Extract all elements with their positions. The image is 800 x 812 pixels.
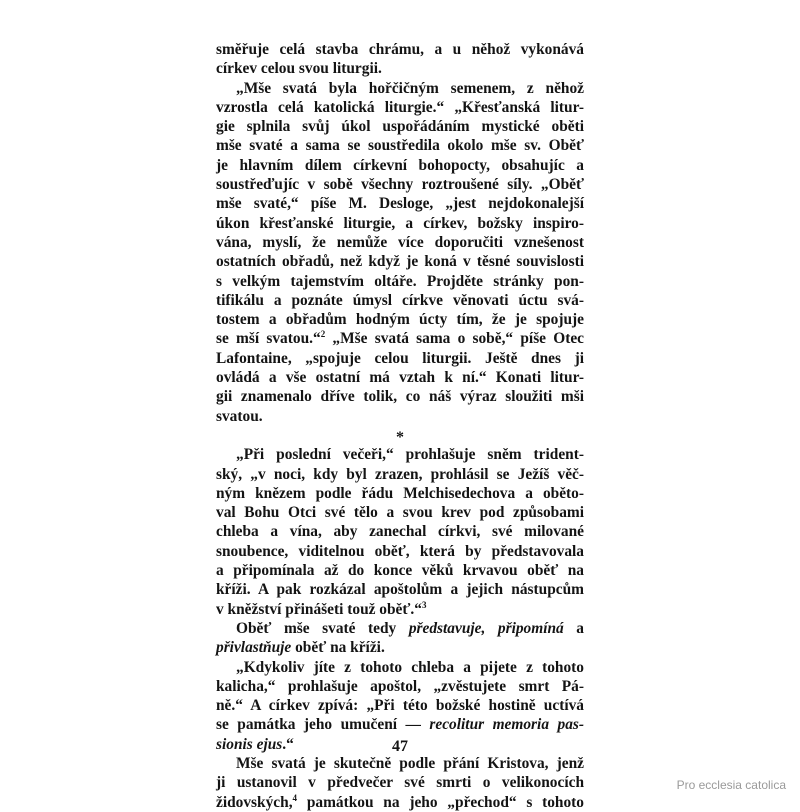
text-line: ostatních obřadů, než když je koná v těsné souvislosti xyxy=(216,253,584,271)
text-fragment: oběť na kříži. xyxy=(291,639,385,657)
text-line: snoubence, viditelnou oběť, která by představovala xyxy=(216,542,584,560)
text-fragment: se mší svatou.“ xyxy=(216,330,321,348)
footnote-ref: 4 xyxy=(292,792,298,803)
emphasis-text: přivlastňuje xyxy=(216,639,292,657)
text-line: ji ustanovil v předvečer své smrti o velikonocích xyxy=(216,774,584,792)
text-line xyxy=(216,329,584,348)
text-line: ně.“ A církev zpívá: „Při této božské hostině uctívá xyxy=(216,697,584,715)
text-line: úkon křesťanské liturgie, a církev, božsky inspiro- xyxy=(216,214,584,232)
text-line: kalicha,“ prohlašuje apoštol, „zvěstujete smrt Pá- xyxy=(216,677,584,695)
paragraph-trent-council xyxy=(216,445,584,619)
text-line: soustřeďujíc v sobě všechny roztroušené síly. „Oběť xyxy=(216,176,584,194)
text-line: gie splnila svůj úkol uspořádáním mystické oběti xyxy=(216,118,584,136)
text-line: Lafontaine, „spojuje celou liturgii. Ještě dnes ji xyxy=(216,349,584,367)
text-line xyxy=(216,715,584,734)
text-line: vzrostla celá katolická liturgie.“ „Křesťanská litur- xyxy=(216,98,584,116)
paragraph-mass-liturgy xyxy=(216,79,584,426)
paragraph-christ-wish xyxy=(216,754,584,812)
watermark-text: Pro ecclesia catolica xyxy=(676,778,786,792)
footnote-ref: 3 xyxy=(421,599,427,610)
section-separator: * xyxy=(396,428,404,446)
text-line: směřuje celá stavba chrámu, a u něhož vykonává xyxy=(216,41,584,58)
text-line: církev celou svou liturgii. xyxy=(216,60,382,78)
text-line: ský, „v noci, kdy byl zrazen, prohlásil se Ježíš věč- xyxy=(216,465,584,483)
text-line xyxy=(216,638,584,657)
text-line xyxy=(216,600,584,619)
text-line: je hlavním dílem církevní bohopocty, obsahujíc a xyxy=(216,156,584,174)
text-fragment: .“ xyxy=(282,735,294,753)
text-line: tostem a obřadům hodným úcty tím, že je spojuje xyxy=(216,311,584,329)
text-line: mše svaté,“ píše M. Desloge, „jest nejdokonalejší xyxy=(216,195,584,213)
text-fragment: se památka jeho umučení — xyxy=(216,716,430,734)
text-line: „Mše svatá byla hořčičným semenem, z něhož xyxy=(236,79,584,97)
text-line: ným knězem podle řádu Melchisedechova a oběto- xyxy=(216,484,584,502)
text-line: „Kdykoliv jíte z tohoto chleba a pijete z tohoto xyxy=(236,658,584,676)
text-line: s velkým tajemstvím oltáře. Projděte stránky pon- xyxy=(216,272,584,290)
text-line: chleba a vína, aby zanechal církvi, své milované xyxy=(216,523,584,541)
text-line: mše svaté a sama se soustředila okolo mše sv. Oběť xyxy=(216,137,584,155)
text-fragment: v kněžství přinášeti touž oběť.“ xyxy=(216,600,422,618)
text-line: ovládá a vše ostatní má vztah k ní.“ Konati litur- xyxy=(216,369,584,387)
text-line: kříži. A pak rozkázal apoštolům a jejich nástupcům xyxy=(216,581,584,599)
footnote-ref: 2 xyxy=(320,329,326,340)
emphasis-text: sionis ejus xyxy=(216,735,283,753)
text-fragment: a xyxy=(563,619,585,637)
emphasis-text: recolitur memoria pas- xyxy=(429,716,584,734)
body-text xyxy=(216,40,584,812)
text-fragment: Oběť mše svaté tedy xyxy=(236,619,409,637)
text-line xyxy=(216,619,584,638)
paragraph-continuation xyxy=(216,40,584,79)
text-line: vána, myslí, že nemůže více doporučiti vznešenost xyxy=(216,233,584,251)
text-line: gii znamenalo dříve tolik, co náš výraz sloužiti mši xyxy=(216,388,584,406)
paragraph-sacrifice-summary xyxy=(216,619,584,658)
text-fragment: památkou na jeho „přechod“ s tohoto xyxy=(297,793,584,811)
text-line xyxy=(216,793,584,812)
text-line: svatou. xyxy=(216,407,263,425)
text-line: val Bohu Otci své tělo a svou krev pod způsobami xyxy=(216,504,584,522)
emphasis-text: představuje, připomíná xyxy=(408,619,564,637)
page-number: 47 xyxy=(392,738,408,755)
text-fragment: „Mše svatá sama o sobě,“ píše Otec xyxy=(325,330,585,348)
text-line: a připomínala až do konce věků krvavou oběť na xyxy=(216,562,584,580)
text-line: „Při poslední večeři,“ prohlašuje sněm trident- xyxy=(236,446,584,464)
text-line: Mše svatá je skutečně podle přání Kristova, jenž xyxy=(236,754,584,772)
text-line: tifikálu a poznáte úmysl církve věnovati úctu svá- xyxy=(216,291,584,309)
text-fragment: židovských, xyxy=(216,793,293,811)
